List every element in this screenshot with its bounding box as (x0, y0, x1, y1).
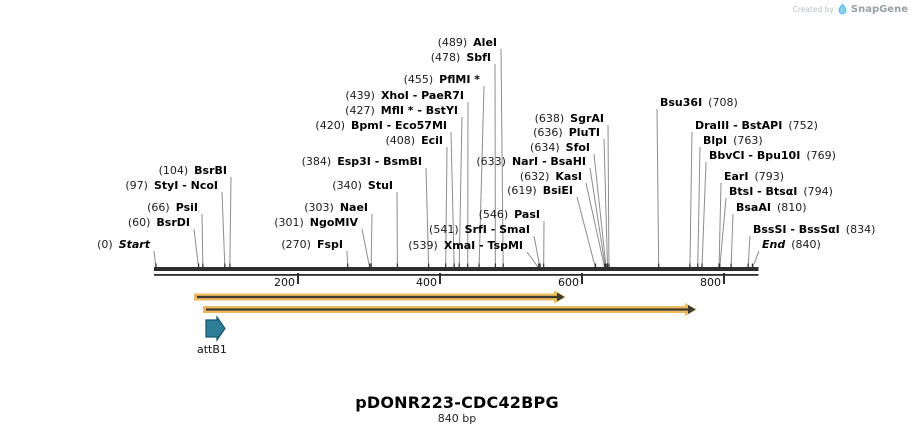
site-label-pflmi (404, 72, 480, 87)
enzyme-name: MflI * - BstYI (380, 103, 458, 117)
site-label-mfli-bstyi (345, 103, 458, 118)
site-position: (834) (845, 222, 876, 236)
site-label-sgrai (535, 111, 604, 126)
enzyme-name: BbvCI - Bpu10I (709, 148, 801, 162)
site-position: (455) (403, 72, 434, 86)
snapgene-watermark (793, 3, 908, 15)
site-position: (632) (519, 169, 550, 183)
site-label-srfi-smai (429, 222, 530, 237)
site-label-end (762, 237, 821, 252)
enzyme-name: BsiEI (542, 183, 573, 197)
ruler-tick-200 (297, 273, 299, 284)
enzyme-name: PluTI (568, 125, 600, 139)
enzyme-name: BpmI - Eco57MI (351, 118, 447, 132)
enzyme-name: StyI - NcoI (153, 178, 218, 192)
site-label-xmai-tspmi (408, 238, 523, 253)
enzyme-name: EarI (724, 169, 749, 183)
site-position: (794) (803, 184, 833, 198)
site-position: (384) (301, 154, 332, 168)
site-position: (636) (533, 125, 563, 139)
leader-line-blpi (698, 147, 700, 268)
enzyme-name: SbfI (466, 50, 491, 64)
site-position: (810) (776, 200, 807, 214)
created-by-text: Created by (792, 4, 834, 14)
enzyme-name: FspI (316, 237, 343, 251)
enzyme-name: XmaI - TspMI (443, 238, 523, 252)
site-label-btsi-bts-i (729, 184, 833, 199)
leader-line-bsaai (731, 214, 733, 268)
site-position: (546) (478, 207, 509, 221)
enzyme-name: PflMI * (439, 72, 480, 86)
site-label-bsssi-bsss-i (753, 222, 875, 237)
site-label-alei (438, 35, 497, 50)
enzyme-name: BtsI - BtsαI (729, 184, 798, 198)
enzyme-name: AleI (473, 35, 497, 49)
leader-line-draiii-bstapi (690, 132, 692, 268)
leader-line-bbvci-bpu10i (702, 162, 706, 268)
site-label-bbvci-bpu10i (709, 148, 836, 163)
site-position: (619) (507, 183, 537, 197)
site-position: (0) (97, 237, 113, 251)
site-position: (793) (754, 169, 785, 183)
site-label-eari (724, 169, 784, 184)
enzyme-name: KasI (555, 169, 582, 183)
site-label-bsrdi (128, 215, 190, 230)
site-position: (427) (345, 103, 375, 117)
leader-line-nari-bsahi (590, 168, 605, 268)
sequence-line-thick (154, 267, 759, 271)
site-label-bsiei (507, 183, 573, 198)
site-position: (340) (332, 178, 362, 192)
ruler-tick-800 (723, 273, 725, 284)
site-position: (408) (385, 133, 416, 147)
enzyme-name: DraIII - BstAPI (695, 118, 783, 132)
enzyme-name: SgrAI (570, 111, 604, 125)
enzyme-name: NaeI (339, 200, 368, 214)
site-position: (763) (733, 133, 763, 147)
leader-line-end (752, 251, 759, 268)
leader-line-sgrai (608, 125, 609, 268)
site-label-bsrbi (159, 163, 227, 178)
site-label-ngomiv (274, 215, 358, 230)
enzyme-name: PsiI (175, 200, 198, 214)
site-label-styi-ncoi (125, 178, 218, 193)
enzyme-name: BsrBI (194, 163, 227, 177)
site-position: (60) (127, 215, 151, 229)
leader-line-sfoi (594, 154, 606, 268)
enzyme-name: SfoI (565, 140, 590, 154)
site-position: (104) (158, 163, 189, 177)
site-label-sfoi (530, 140, 590, 155)
site-label-blpi (703, 133, 763, 148)
ruler-tick-400 (439, 273, 441, 284)
ruler-tick-label-800: 800 (700, 276, 721, 289)
sequence-line-thin (154, 274, 759, 276)
site-label-pluti (533, 125, 600, 140)
site-position: (769) (806, 148, 836, 162)
ruler-tick-label-200: 200 (274, 276, 295, 289)
site-position: (301) (274, 215, 304, 229)
enzyme-name: Start (118, 237, 150, 251)
enzyme-name: Esp3I - BsmBI (337, 154, 422, 168)
site-label-esp3i-bsmbi (302, 154, 422, 169)
site-label-nari-bsahi (476, 154, 586, 169)
orf-arrowhead-1 (557, 293, 565, 302)
attb1-feature-label: attB1 (197, 343, 227, 356)
leader-line-bsu36i (657, 109, 659, 268)
site-label-xhoi-paer7i (345, 88, 464, 103)
site-position: (303) (304, 200, 334, 214)
site-position: (270) (281, 237, 311, 251)
site-label-pasi (479, 207, 540, 222)
leader-line-psii (202, 214, 203, 268)
enzyme-name: BsrDI (156, 215, 190, 229)
site-label-bsu36i (660, 95, 738, 110)
ruler-tick-600 (581, 273, 583, 284)
site-label-kasi (520, 169, 582, 184)
site-label-naei (304, 200, 368, 215)
enzyme-name: XhoI - PaeR7I (380, 88, 464, 102)
enzyme-name: BlpI (703, 133, 728, 147)
site-position: (752) (788, 118, 818, 132)
site-position: (638) (534, 111, 565, 125)
enzyme-name: BssSI - BssSαI (753, 222, 840, 236)
leader-line-bsrbi (230, 177, 231, 268)
enzyme-name: EciI (421, 133, 443, 147)
site-position: (420) (315, 118, 346, 132)
enzyme-name: BsaAI (736, 200, 771, 214)
leader-line-xmai-tspmi (527, 252, 539, 268)
ruler-tick-label-400: 400 (416, 276, 437, 289)
site-position: (840) (791, 237, 821, 251)
leader-line-bsiei (577, 197, 595, 268)
site-position: (539) (408, 238, 438, 252)
site-position: (478) (430, 50, 461, 64)
leader-line-bsssi-bsss-i (748, 236, 750, 268)
enzyme-name: End (762, 237, 786, 251)
attb1-arrow (206, 317, 225, 340)
site-position: (97) (125, 178, 148, 192)
leader-line-styi-ncoi (222, 192, 225, 268)
site-position: (708) (708, 95, 738, 109)
site-label-draiii-bstapi (695, 118, 818, 133)
enzyme-name: NarI - BsaHI (511, 154, 586, 168)
leader-line-bsrdi (194, 229, 199, 268)
site-label-bsaai (736, 200, 807, 215)
plasmid-title: pDONR223-CDC42BPG (355, 393, 559, 412)
site-position: (634) (530, 140, 560, 154)
site-position: (489) (437, 35, 468, 49)
site-label-psii (147, 200, 198, 215)
leader-line-ngomiv (362, 229, 370, 268)
site-label-sbfi (431, 50, 491, 65)
snapgene-brand-text: SnapGene (850, 3, 908, 15)
site-position: (541) (429, 222, 459, 236)
site-label-stui (332, 178, 393, 193)
ruler-tick-label-600: 600 (558, 276, 579, 289)
enzyme-name: StuI (367, 178, 393, 192)
leader-line-esp3i-bsmbi (426, 168, 429, 268)
site-position: (633) (476, 154, 506, 168)
enzyme-name: Bsu36I (660, 95, 703, 109)
site-label-start (97, 237, 150, 252)
site-position: (66) (147, 200, 170, 214)
site-label-fspi (281, 237, 343, 252)
site-label-ecii (386, 133, 444, 148)
enzyme-name: SrfI - SmaI (464, 222, 530, 236)
orf-arrowhead-2 (688, 305, 696, 314)
plasmid-length: 840 bp (437, 412, 477, 425)
snapgene-logo-icon (838, 3, 847, 15)
enzyme-name: NgoMIV (309, 215, 358, 229)
enzyme-name: PasI (514, 207, 540, 221)
site-label-bpmi-eco57mi (315, 118, 447, 133)
site-position: (439) (345, 88, 375, 102)
leader-line-naei (371, 214, 372, 268)
